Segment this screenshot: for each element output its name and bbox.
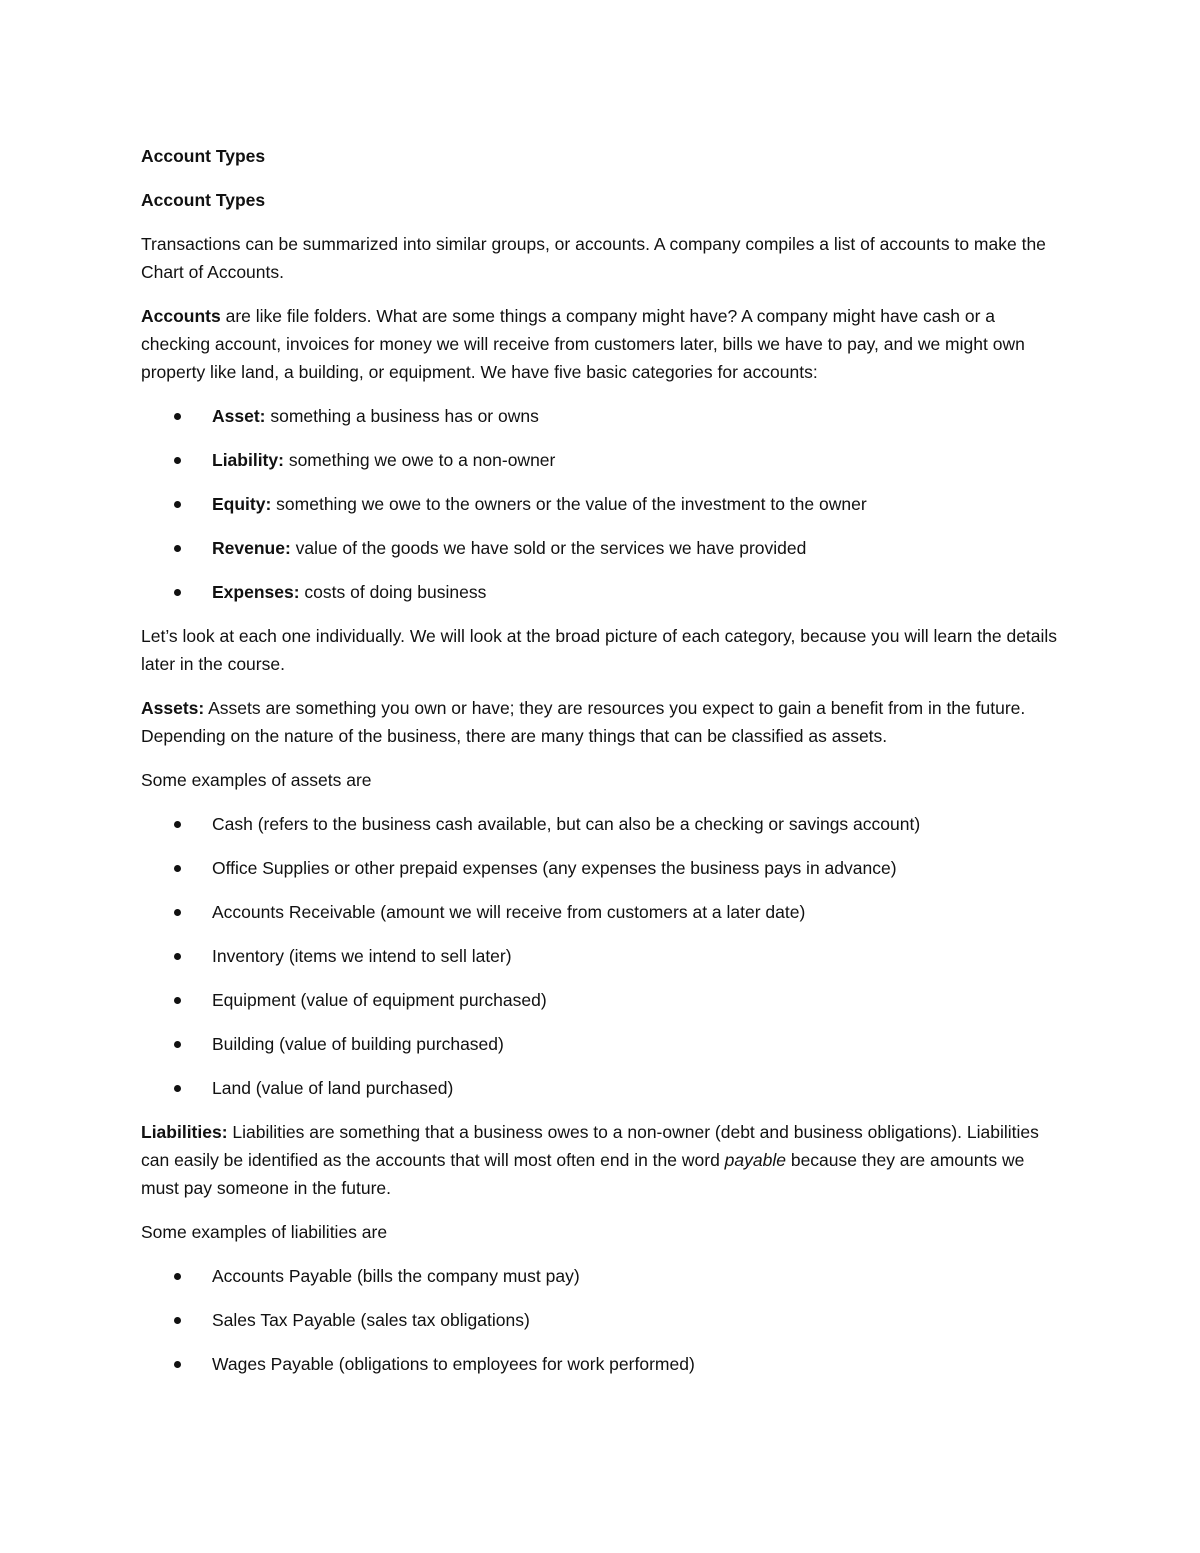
category-term: Equity:	[212, 494, 272, 514]
list-item-text: Accounts Receivable (amount we will receive from customers at a later date)	[212, 902, 806, 922]
assets-examples-intro: Some examples of assets are	[141, 770, 372, 790]
list-item-liability	[141, 446, 1060, 474]
category-desc: something we owe to a non-owner	[283, 450, 556, 470]
list-item	[141, 986, 1060, 1014]
list-item-text: Office Supplies or other prepaid expenses (any expenses the business pays in advance)	[212, 858, 897, 878]
list-item	[141, 854, 1060, 882]
category-term: Revenue:	[212, 538, 291, 558]
category-term: Expenses:	[212, 582, 300, 602]
bullet-icon	[174, 1041, 181, 1048]
list-item-text: Land (value of land purchased)	[212, 1078, 454, 1098]
list-item	[141, 1306, 1060, 1334]
list-item-text: Wages Payable (obligations to employees for work performed)	[212, 1354, 695, 1374]
list-item	[141, 1030, 1060, 1058]
list-item-revenue	[141, 534, 1060, 562]
asset-examples-list	[141, 810, 1060, 1102]
bullet-icon	[174, 821, 181, 828]
liabilities-term: Liabilities:	[141, 1122, 228, 1142]
bullet-icon	[174, 1317, 181, 1324]
list-item-text: Sales Tax Payable (sales tax obligations)	[212, 1310, 530, 1330]
list-item	[141, 1350, 1060, 1378]
list-item-equity	[141, 490, 1060, 518]
list-item	[141, 810, 1060, 838]
list-item-expenses	[141, 578, 1060, 606]
accounts-term: Accounts	[141, 306, 221, 326]
bullet-icon	[174, 413, 181, 420]
category-list	[141, 402, 1060, 606]
bullet-icon	[174, 545, 181, 552]
category-desc: something a business has or owns	[265, 406, 539, 426]
list-item-text: Accounts Payable (bills the company must pay)	[212, 1266, 580, 1286]
liabilities-examples-intro: Some examples of liabilities are	[141, 1222, 388, 1242]
bullet-icon	[174, 1085, 181, 1092]
bullet-icon	[174, 1273, 181, 1280]
bullet-icon	[174, 997, 181, 1004]
accounts-paragraph	[141, 302, 1060, 386]
accounts-text: are like file folders. What are some things a company might have? A company might have cash or a checking account, invoices for money we will receive from customers later, bills we have to pay, and we might own property like land, a building, or equipment. We have five basic categories for accounts:	[141, 306, 1025, 382]
category-term: Liability:	[212, 450, 284, 470]
assets-paragraph	[141, 694, 1060, 750]
liability-examples-list	[141, 1262, 1060, 1378]
liabilities-paragraph	[141, 1118, 1060, 1202]
payable-emphasis: payable	[724, 1150, 786, 1170]
section-heading: Account Types	[141, 190, 266, 210]
bullet-icon	[174, 589, 181, 596]
list-item-text: Inventory (items we intend to sell later)	[212, 946, 512, 966]
assets-text: Assets are something you own or have; they are resources you expect to gain a benefit from in the future. Depending on the nature of the business, there are many things that can be classified as assets.	[141, 698, 1026, 746]
bullet-icon	[174, 953, 181, 960]
list-item-text: Cash (refers to the business cash available, but can also be a checking or savings account)	[212, 814, 921, 834]
category-desc: value of the goods we have sold or the services we have provided	[290, 538, 807, 558]
list-item	[141, 1074, 1060, 1102]
assets-term: Assets:	[141, 698, 205, 718]
category-desc: something we owe to the owners or the value of the investment to the owner	[271, 494, 867, 514]
individually-paragraph: Let’s look at each one individually. We will look at the broad picture of each category, because you will learn the details later in the course.	[141, 626, 1058, 674]
list-item-text: Equipment (value of equipment purchased)	[212, 990, 547, 1010]
category-term: Asset:	[212, 406, 266, 426]
bullet-icon	[174, 909, 181, 916]
category-desc: costs of doing business	[299, 582, 487, 602]
list-item	[141, 1262, 1060, 1290]
bullet-icon	[174, 501, 181, 508]
document-title: Account Types	[141, 146, 266, 166]
list-item	[141, 898, 1060, 926]
liabilities-text: Liabilities are something that a business owes to a non-owner (debt and business obligations). Liabilities can easily be identified as the accounts that will most often end in the word	[141, 1122, 1039, 1170]
liabilities-text-end: because they are amounts we must pay someone in the future.	[141, 1150, 1025, 1198]
bullet-icon	[174, 865, 181, 872]
list-item-asset	[141, 402, 1060, 430]
list-item-text: Building (value of building purchased)	[212, 1034, 504, 1054]
bullet-icon	[174, 457, 181, 464]
intro-paragraph: Transactions can be summarized into similar groups, or accounts. A company compiles a list of accounts to make the Chart of Accounts.	[141, 234, 1046, 282]
bullet-icon	[174, 1361, 181, 1368]
list-item	[141, 942, 1060, 970]
